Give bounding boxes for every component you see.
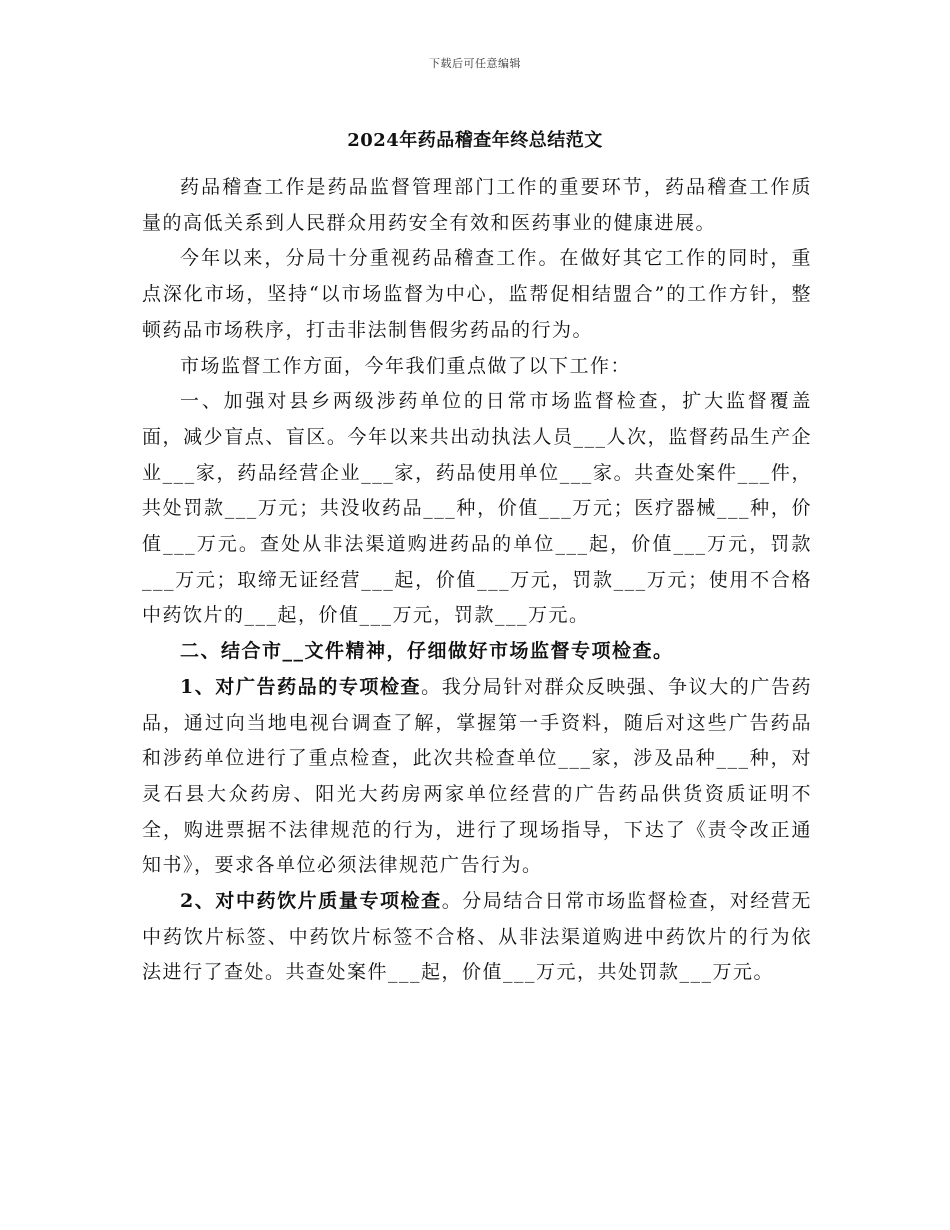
document-title: 2024年药品稽查年终总结范文: [347, 130, 603, 151]
paragraph-herbal-check: [142, 884, 812, 991]
subheading-ad-drug-check: 1、对广告药品的专项检查: [180, 675, 422, 698]
paragraph-section-one: 一、加强对县乡两级涉药单位的日常市场监督检查，扩大监督覆盖面，减少盲点、盲区。今年以来共出动执法人员___人次，监督药品生产企业___家，药品经营企业___家，药品使用单位___家。共查处案件___件，共处罚款___万元；共没收药品___种，价值___万元；医疗器械___种，价值___万元。查处从非法渠道购进药品的单位___起，价值___万元，罚款___万元；取缔无证经营___起，价值___万元，罚款___万元；使用不合格中药饮片的___起，价值___万元，罚款___万元。: [142, 390, 812, 627]
subheading-herbal-check: 2、对中药饮片质量专项检查: [180, 890, 442, 913]
document-body: [142, 170, 812, 991]
paragraph-ad-drug-check-text: 。我分局针对群众反映强、争议大的广告药品，通过向当地电视台调查了解，掌握第一手资料，随后对这些广告药品和涉药单位进行了重点检查，此次共检查单位___家，涉及品种___种，对灵石县大众药房、阳光大药房两家单位经营的广告药品供货资质证明不全，购进票据不法律规范的行为，进行了现场指导，下达了《责令改正通知书》，要求各单位必须法律规范广告行为。: [142, 675, 812, 877]
paragraph-herbal-check-text: 。分局结合日常市场监督检查，对经营无中药饮片标签、中药饮片标签不合格、从非法渠道购进中药饮片的行为依法进行了查处。共查处案件___起，价值___万元，共处罚款___万元。: [142, 890, 812, 984]
paragraph-market-work: 市场监督工作方面，今年我们重点做了以下工作：: [180, 354, 632, 377]
paragraph-overview: 今年以来，分局十分重视药品稽查工作。在做好其它工作的同时，重点深化市场，坚持“以市场监督为中心，监帮促相结盟合”的工作方针，整顿药品市场秩序，打击非法制售假劣药品的行为。: [142, 247, 812, 341]
heading-section-two: 二、结合市__文件精神，仔细做好市场监督专项检查。: [180, 640, 674, 663]
paragraph-intro: 药品稽查工作是药品监督管理部门工作的重要环节，药品稽查工作质量的高低关系到人民群众用药安全有效和医药事业的健康进展。: [142, 176, 812, 234]
paragraph-ad-drug-check: [142, 670, 812, 884]
header-note: 下载后可任意编辑: [429, 57, 521, 70]
